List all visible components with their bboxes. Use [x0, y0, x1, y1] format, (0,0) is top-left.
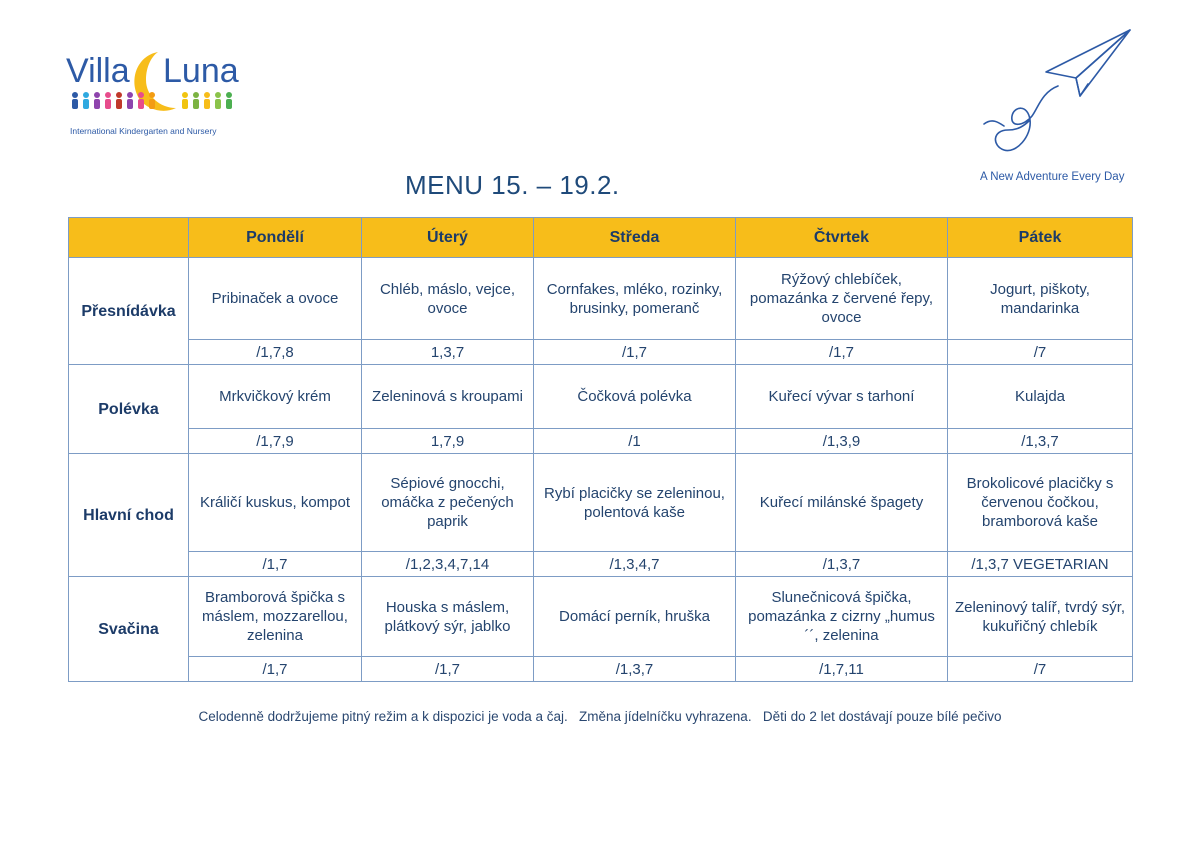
logo-subtitle: International Kindergarten and Nursery	[70, 126, 217, 136]
allergen-cell: /1,7,11	[736, 657, 948, 682]
dish-cell: Čočková polévka	[534, 365, 736, 429]
logo-name-left: Villa	[66, 52, 130, 90]
dish-cell: Kulajda	[948, 365, 1133, 429]
meal-label: Hlavní chod	[69, 454, 189, 577]
allergen-row	[69, 552, 1133, 577]
day-header-monday: Pondělí	[189, 218, 362, 258]
allergen-row	[69, 340, 1133, 365]
allergen-cell: /1,7	[534, 340, 736, 365]
allergen-cell: /1,3,7	[534, 657, 736, 682]
logo-name-right: Luna	[163, 52, 239, 90]
meal-row-snack-morning	[69, 258, 1133, 340]
dish-cell: Pribinaček a ovoce	[189, 258, 362, 340]
allergen-row	[69, 657, 1133, 682]
dish-cell: Cornfakes, mléko, rozinky, brusinky, pomeranč	[534, 258, 736, 340]
meal-row-snack-afternoon	[69, 577, 1133, 657]
menu-table	[68, 217, 1133, 682]
header-corner	[69, 218, 189, 258]
dish-cell: Kuřecí milánské špagety	[736, 454, 948, 552]
day-header-thursday: Čtvrtek	[736, 218, 948, 258]
dish-cell: Rýžový chlebíček, pomazánka z červené řepy, ovoce	[736, 258, 948, 340]
dish-cell: Králičí kuskus, kompot	[189, 454, 362, 552]
allergen-cell: /1,3,7 VEGETARIAN	[948, 552, 1133, 577]
dish-cell: Rybí placičky se zeleninou, polentová kaše	[534, 454, 736, 552]
day-header-friday: Pátek	[948, 218, 1133, 258]
dish-cell: Chléb, máslo, vejce, ovoce	[362, 258, 534, 340]
day-header-wednesday: Středa	[534, 218, 736, 258]
children-figures-icon	[72, 92, 232, 109]
dish-cell: Zeleninová s kroupami	[362, 365, 534, 429]
dish-cell: Sépiové gnocchi, omáčka z pečených paprik	[362, 454, 534, 552]
dish-cell: Mrkvičkový krém	[189, 365, 362, 429]
dish-cell: Zeleninový talíř, tvrdý sýr, kukuřičný chlebík	[948, 577, 1133, 657]
dish-cell: Kuřecí vývar s tarhoní	[736, 365, 948, 429]
villa-luna-logo	[66, 46, 256, 142]
allergen-cell: /1,3,9	[736, 429, 948, 454]
dish-cell: Slunečnicová špička, pomazánka z cizrny „humus´´, zelenina	[736, 577, 948, 657]
day-header-row	[69, 218, 1133, 258]
meal-row-main-course	[69, 454, 1133, 552]
day-header-tuesday: Úterý	[362, 218, 534, 258]
tagline: A New Adventure Every Day	[980, 171, 1125, 183]
meal-label: Svačina	[69, 577, 189, 682]
allergen-cell: /1,7	[736, 340, 948, 365]
dish-cell: Brokolicové placičky s červenou čočkou, bramborová kaše	[948, 454, 1133, 552]
allergen-cell: /1,7,9	[189, 429, 362, 454]
meal-label: Polévka	[69, 365, 189, 454]
meal-row-soup	[69, 365, 1133, 429]
page-title: MENU 15. – 19.2.	[405, 170, 620, 200]
allergen-cell: /1,7	[189, 657, 362, 682]
allergen-cell: 1,3,7	[362, 340, 534, 365]
meal-label: Přesnídávka	[69, 258, 189, 365]
paper-plane-icon	[980, 26, 1140, 158]
allergen-row	[69, 429, 1133, 454]
allergen-cell: /7	[948, 340, 1133, 365]
dish-cell: Houska s máslem, plátkový sýr, jablko	[362, 577, 534, 657]
dish-cell: Jogurt, piškoty, mandarinka	[948, 258, 1133, 340]
allergen-cell: /1,7	[189, 552, 362, 577]
allergen-cell: /7	[948, 657, 1133, 682]
logo-graphic	[66, 46, 256, 126]
allergen-cell: /1,3,7	[948, 429, 1133, 454]
allergen-cell: /1,3,4,7	[534, 552, 736, 577]
dish-cell: Domácí perník, hruška	[534, 577, 736, 657]
dish-cell: Bramborová špička s máslem, mozzarellou, zelenina	[189, 577, 362, 657]
allergen-cell: /1	[534, 429, 736, 454]
footer-note: Celodenně dodržujeme pitný režim a k dispozici je voda a čaj. Změna jídelníčku vyhrazena. Děti do 2 let dostávají pouze bílé pečivo	[198, 709, 1002, 724]
allergen-cell: 1,7,9	[362, 429, 534, 454]
allergen-cell: /1,7,8	[189, 340, 362, 365]
allergen-cell: /1,3,7	[736, 552, 948, 577]
allergen-cell: /1,7	[362, 657, 534, 682]
allergen-cell: /1,2,3,4,7,14	[362, 552, 534, 577]
